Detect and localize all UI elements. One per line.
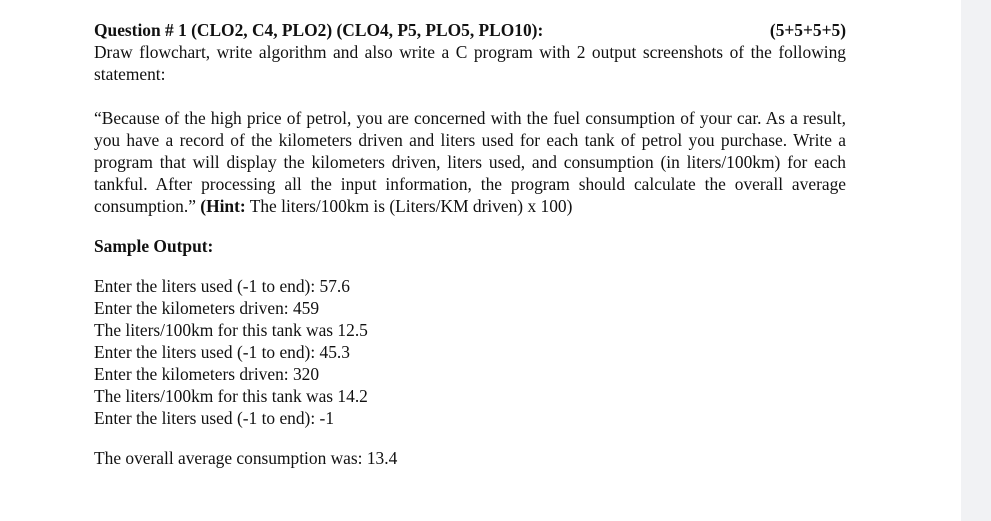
output-line: Enter the liters used (-1 to end): 45.3 bbox=[94, 342, 350, 362]
spacer bbox=[94, 257, 846, 275]
output-line: The liters/100km for this tank was 14.2 bbox=[94, 386, 368, 406]
question-content bbox=[94, 19, 846, 469]
spacer bbox=[94, 429, 846, 447]
output-line: Enter the kilometers driven: 459 bbox=[94, 298, 320, 318]
hint-text: The liters/100km is (Liters/KM driven) x 100) bbox=[249, 196, 573, 216]
hint-label: (Hint: bbox=[200, 196, 246, 216]
question-instruction: Draw flowchart, write algorithm and also write a C program with 2 output screenshots of the following statement: bbox=[94, 42, 846, 84]
question-title: Question # 1 (CLO2, C4, PLO2) (CLO4, P5, PLO5, PLO10): bbox=[94, 20, 544, 40]
output-line: Enter the liters used (-1 to end): -1 bbox=[94, 408, 335, 428]
output-final-line: The overall average consumption was: 13.4 bbox=[94, 448, 398, 468]
spacer bbox=[94, 217, 846, 235]
output-line: The liters/100km for this tank was 12.5 bbox=[94, 320, 368, 340]
spacer bbox=[94, 85, 846, 107]
scroll-gutter bbox=[961, 0, 991, 521]
sample-output-lines bbox=[94, 275, 846, 429]
question-marks: (5+5+5+5) bbox=[769, 20, 846, 40]
problem-statement bbox=[94, 107, 846, 217]
question-header bbox=[94, 19, 846, 41]
statement-text: “Because of the high price of petrol, you are concerned with the fuel consumption of your car. As a result, you have a record of the kilometers driven and liters used for each tank of petrol you purchase. Write a program that will display the kilometers driven, liters used, and consumption (in liters/100km) for each tankful. After processing all the input information, the program should calculate the overall average consumption.” bbox=[94, 108, 846, 216]
output-line: Enter the kilometers driven: 320 bbox=[94, 364, 320, 384]
output-line: Enter the liters used (-1 to end): 57.6 bbox=[94, 276, 350, 296]
sample-output-title: Sample Output: bbox=[94, 236, 214, 256]
